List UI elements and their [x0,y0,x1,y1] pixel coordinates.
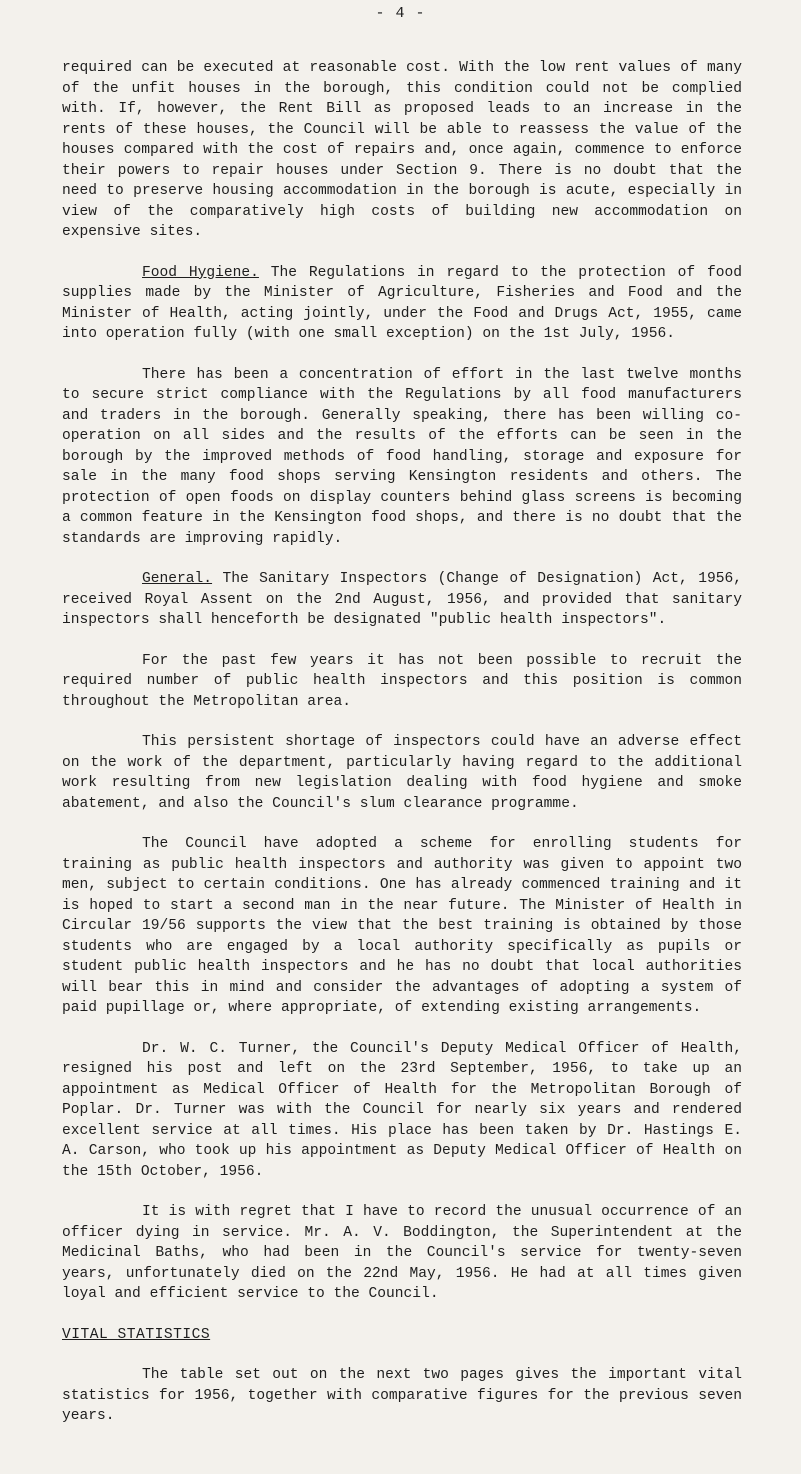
vital-statistics-heading [62,1325,742,1346]
paragraph-training-scheme: The Council have adopted a scheme for enrolling students for training as public health inspectors and authority was given to appoint two men, subject to certain conditions. One has already commenced training and it is hoped to start a second man in the near future. The Minister of Health in Circular 19/56 supports the view that the best training is obtained by those students who are engaged by a local authority specifically as pupils or student public health inspectors and he has no doubt that local authorities will bear this in mind and consider the advantages of adopting a system of paid pupillage or, where appropriate, of extending existing arrangements. [62,836,742,1016]
paragraph-obituary: It is with regret that I have to record the unusual occurrence of an officer dying in service. Mr. A. V. Boddington, the Superintendent at the Medicinal Baths, who had been in the Council's service for twenty-seven years, unfortunately died on the 22nd May, 1956. He had at all times given loyal and efficient service to the Council. [62,1204,742,1302]
vital-statistics-heading-text: VITAL STATISTICS [62,1326,211,1343]
paragraph-food-compliance: There has been a concentration of effort in the last twelve months to secure strict compliance with the Regulations by all food manufacturers and traders in the borough. Generally speaking, there has been willing co-operation on all sides and the results of the efforts can be seen in the borough by the improved methods of food handling, storage and exposure for sale in the many food shops serving Kensington residents and others. The protection of open foods on display counters behind glass screens is becoming a common feature in the Kensington food shops, and there is no doubt that the standards are improving rapidly. [62,366,742,547]
food-hygiene-text: The Regulations in regard to the protection of food supplies made by the Minister of Agriculture, Fisheries and Food and the Minister of Health, acting jointly, under the Food and Drugs Act, 1955, came into operation fully (with one small exception) on the 1st July, 1956. [62,264,742,342]
general-text: The Sanitary Inspectors (Change of Designation) Act, 1956, received Royal Assent on the 2nd August, 1956, and provided that sanitary inspectors shall henceforth be designated "public health inspectors". [62,571,742,628]
document-body [62,58,742,1427]
paragraph-housing-repairs: required can be executed at reasonable cost. With the low rent values of many of the unfit houses in the borough, this condition could not be complied with. If, however, the Rent Bill as proposed leads to an increase in the rents of these houses, the Council will be able to reassess the value of the houses compared with the cost of repairs and, once again, commence to enforce their powers to repair houses under Section 9. There is no doubt that the need to preserve housing accommodation in the borough is acute, especially in view of the comparatively high costs of building new accommodation on expensive sites. [62,60,742,240]
general-heading: General. [142,571,213,587]
page-number: - 4 - [375,5,426,22]
paragraph-shortage: This persistent shortage of inspectors could have an adverse effect on the work of the department, particularly having regard to the additional work resulting from new legislation dealing with food hygiene and smoke abatement, and also the Council's slum clearance programme. [62,734,742,812]
paragraph-general [62,569,742,631]
paragraph-staff-changes: Dr. W. C. Turner, the Council's Deputy Medical Officer of Health, resigned his post and left on the 23rd September, 1956, to take up an appointment as Medical Officer of Health for the Metropolitan Borough of Poplar. Dr. Turner was with the Council for nearly six years and rendered excellent service at all times. His place has been taken by Dr. Hastings E. A. Carson, who took up his appointment as Deputy Medical Officer of Health on the 15th October, 1956. [62,1040,742,1180]
paragraph-vital-statistics: The table set out on the next two pages gives the important vital statistics for 1956, together with comparative figures for the previous seven years. [62,1367,742,1424]
food-hygiene-heading: Food Hygiene. [142,264,259,281]
paragraph-recruitment: For the past few years it has not been possible to recruit the required number of public health inspectors and this position is common throughout the Metropolitan area. [62,652,742,710]
paragraph-food-hygiene [62,263,742,345]
